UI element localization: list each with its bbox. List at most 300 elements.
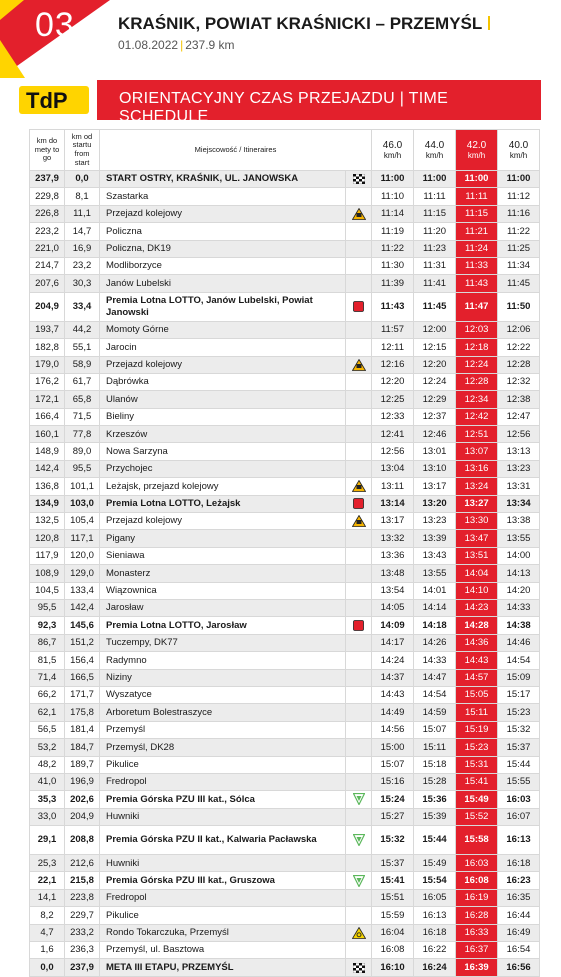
place-cell: Jarocin — [100, 339, 346, 356]
time-cell-speed-4: 14:33 — [498, 599, 540, 616]
time-cell-speed-4: 11:34 — [498, 257, 540, 274]
empty-icon-cell — [346, 669, 372, 686]
table-row — [30, 582, 540, 599]
table-row — [30, 889, 540, 906]
table-row — [30, 391, 540, 408]
table-row — [30, 756, 540, 773]
km-from-start-cell: 166,5 — [65, 669, 100, 686]
time-cell-speed-3: 15:31 — [456, 756, 498, 773]
km-from-start-cell: 133,4 — [65, 582, 100, 599]
time-cell-speed-1: 13:36 — [372, 547, 414, 564]
banner-title: ORIENTACYJNY CZAS PRZEJAZDU | TIME SCHEDULE — [119, 90, 449, 125]
time-cell-speed-2: 15:49 — [414, 855, 456, 872]
table-row — [30, 924, 540, 941]
railway-icon — [346, 513, 372, 530]
time-cell-speed-3: 16:28 — [456, 907, 498, 924]
time-cell-speed-2: 14:26 — [414, 634, 456, 651]
table-row — [30, 872, 540, 889]
time-cell-speed-4: 15:37 — [498, 739, 540, 756]
time-cell-speed-4: 16:54 — [498, 942, 540, 959]
time-cell-speed-3: 14:43 — [456, 652, 498, 669]
time-cell-speed-3: 15:41 — [456, 773, 498, 790]
empty-icon-cell — [346, 652, 372, 669]
km-to-go-cell: 104,5 — [30, 582, 65, 599]
km-to-go-cell: 62,1 — [30, 704, 65, 721]
time-cell-speed-4: 11:00 — [498, 171, 540, 188]
time-cell-speed-3: 16:03 — [456, 855, 498, 872]
sprint-icon — [346, 495, 372, 512]
time-cell-speed-1: 15:07 — [372, 756, 414, 773]
time-cell-speed-1: 13:32 — [372, 530, 414, 547]
table-row — [30, 739, 540, 756]
km-from-start-cell: 233,2 — [65, 924, 100, 941]
table-row — [30, 617, 540, 634]
col-itinerary: Miejscowość / Itineraires — [100, 130, 372, 171]
time-cell-speed-2: 13:17 — [414, 478, 456, 495]
time-cell-speed-1: 13:04 — [372, 460, 414, 477]
km-from-start-cell: 236,3 — [65, 942, 100, 959]
km-from-start-cell: 171,7 — [65, 686, 100, 703]
time-cell-speed-2: 12:00 — [414, 321, 456, 338]
time-cell-speed-1: 15:59 — [372, 907, 414, 924]
place-cell: Niziny — [100, 669, 346, 686]
time-cell-speed-1: 12:16 — [372, 356, 414, 373]
col-speed-1: 46.0 km/h — [372, 130, 414, 171]
km-to-go-cell: 35,3 — [30, 791, 65, 808]
time-cell-speed-4: 14:13 — [498, 565, 540, 582]
time-cell-speed-3: 14:10 — [456, 582, 498, 599]
place-cell: Premia Lotna LOTTO, Jarosław — [100, 617, 346, 634]
time-cell-speed-1: 13:17 — [372, 513, 414, 530]
km-to-go-cell: 148,9 — [30, 443, 65, 460]
time-cell-speed-2: 15:07 — [414, 721, 456, 738]
km-from-start-cell: 105,4 — [65, 513, 100, 530]
col-speed-2: 44.0 km/h — [414, 130, 456, 171]
time-schedule-table — [29, 129, 540, 977]
stage-date: 01.08.2022 — [118, 38, 179, 52]
col-km-to-go: km do mety to go — [30, 130, 65, 171]
time-cell-speed-3: 11:47 — [456, 292, 498, 321]
time-cell-speed-1: 12:41 — [372, 426, 414, 443]
time-cell-speed-2: 15:39 — [414, 808, 456, 825]
empty-icon-cell — [346, 808, 372, 825]
km-from-start-cell: 215,8 — [65, 872, 100, 889]
time-cell-speed-1: 11:00 — [372, 171, 414, 188]
km-to-go-cell: 81,5 — [30, 652, 65, 669]
time-cell-speed-3: 14:57 — [456, 669, 498, 686]
place-cell: Przejazd kolejowy — [100, 356, 346, 373]
time-cell-speed-4: 13:55 — [498, 530, 540, 547]
km-from-start-cell: 229,7 — [65, 907, 100, 924]
time-cell-speed-2: 14:47 — [414, 669, 456, 686]
time-cell-speed-2: 13:23 — [414, 513, 456, 530]
table-row — [30, 791, 540, 808]
empty-icon-cell — [346, 634, 372, 651]
place-cell: Premia Górska PZU III kat., Gruszowa — [100, 872, 346, 889]
time-cell-speed-1: 14:49 — [372, 704, 414, 721]
time-cell-speed-4: 16:49 — [498, 924, 540, 941]
time-cell-speed-2: 16:24 — [414, 959, 456, 976]
time-cell-speed-4: 16:56 — [498, 959, 540, 976]
time-cell-speed-2: 11:31 — [414, 257, 456, 274]
time-cell-speed-3: 16:19 — [456, 889, 498, 906]
empty-icon-cell — [346, 339, 372, 356]
km-from-start-cell: 103,0 — [65, 495, 100, 512]
table-row — [30, 599, 540, 616]
time-cell-speed-2: 14:33 — [414, 652, 456, 669]
table-row — [30, 826, 540, 855]
place-cell: Przemyśl — [100, 721, 346, 738]
time-cell-speed-2: 15:44 — [414, 826, 456, 855]
km-from-start-cell: 30,3 — [65, 275, 100, 292]
time-cell-speed-4: 12:32 — [498, 373, 540, 390]
table-header-row — [30, 130, 540, 171]
railway-icon — [346, 478, 372, 495]
time-cell-speed-3: 16:08 — [456, 872, 498, 889]
route-text: KRAŚNIK, POWIAT KRAŚNICKI – PRZEMYŚL — [118, 14, 483, 33]
km-to-go-cell: 41,0 — [30, 773, 65, 790]
place-cell: Przemyśl, ul. Basztowa — [100, 942, 346, 959]
km-to-go-cell: 108,9 — [30, 565, 65, 582]
table-row — [30, 808, 540, 825]
table-row — [30, 426, 540, 443]
km-to-go-cell: 182,8 — [30, 339, 65, 356]
time-cell-speed-2: 15:28 — [414, 773, 456, 790]
time-cell-speed-4: 12:22 — [498, 339, 540, 356]
km-from-start-cell: 204,9 — [65, 808, 100, 825]
km-to-go-cell: 221,0 — [30, 240, 65, 257]
time-cell-speed-1: 12:25 — [372, 391, 414, 408]
time-cell-speed-1: 13:14 — [372, 495, 414, 512]
km-from-start-cell: 184,7 — [65, 739, 100, 756]
time-cell-speed-2: 14:54 — [414, 686, 456, 703]
place-cell: Przejazd kolejowy — [100, 205, 346, 222]
time-cell-speed-4: 14:20 — [498, 582, 540, 599]
place-cell: Policzna — [100, 223, 346, 240]
place-cell: Huwniki — [100, 808, 346, 825]
time-cell-speed-1: 11:19 — [372, 223, 414, 240]
table-row — [30, 257, 540, 274]
empty-icon-cell — [346, 739, 372, 756]
empty-icon-cell — [346, 547, 372, 564]
time-cell-speed-4: 12:47 — [498, 408, 540, 425]
time-cell-speed-4: 11:22 — [498, 223, 540, 240]
place-cell: Pigany — [100, 530, 346, 547]
col-speed-3: 42.0 km/h — [456, 130, 498, 171]
time-cell-speed-2: 11:11 — [414, 188, 456, 205]
time-cell-speed-2: 12:15 — [414, 339, 456, 356]
time-cell-speed-3: 12:18 — [456, 339, 498, 356]
place-cell: Wyszatyce — [100, 686, 346, 703]
km-from-start-cell: 202,6 — [65, 791, 100, 808]
km-from-start-cell: 181,4 — [65, 721, 100, 738]
km-from-start-cell: 189,7 — [65, 756, 100, 773]
place-cell: Premia Lotna LOTTO, Janów Lubelski, Powiat Janowski — [100, 292, 346, 321]
place-cell: Jarosław — [100, 599, 346, 616]
km-to-go-cell: 134,9 — [30, 495, 65, 512]
km-to-go-cell: 179,0 — [30, 356, 65, 373]
table-row — [30, 408, 540, 425]
time-cell-speed-4: 12:56 — [498, 426, 540, 443]
place-cell: Przemyśl, DK28 — [100, 739, 346, 756]
time-cell-speed-1: 15:37 — [372, 855, 414, 872]
stage-distance: 237.9 km — [185, 38, 235, 52]
time-cell-speed-2: 14:14 — [414, 599, 456, 616]
time-cell-speed-1: 15:41 — [372, 872, 414, 889]
time-cell-speed-3: 12:24 — [456, 356, 498, 373]
empty-icon-cell — [346, 582, 372, 599]
stage-meta — [118, 38, 235, 52]
place-cell: Premia Lotna LOTTO, Leżajsk — [100, 495, 346, 512]
table-row — [30, 171, 540, 188]
table-row — [30, 460, 540, 477]
time-cell-speed-1: 15:27 — [372, 808, 414, 825]
col-km-from-start: km od startu from start — [65, 130, 100, 171]
empty-icon-cell — [346, 704, 372, 721]
place-cell: Przejazd kolejowy — [100, 513, 346, 530]
time-cell-speed-1: 11:43 — [372, 292, 414, 321]
place-cell: Ulanów — [100, 391, 346, 408]
place-cell: Pikulice — [100, 756, 346, 773]
time-cell-speed-3: 14:36 — [456, 634, 498, 651]
km-to-go-cell: 66,2 — [30, 686, 65, 703]
km-to-go-cell: 229,8 — [30, 188, 65, 205]
table-row — [30, 704, 540, 721]
km-to-go-cell: 226,8 — [30, 205, 65, 222]
place-cell: Sieniawa — [100, 547, 346, 564]
time-cell-speed-4: 13:23 — [498, 460, 540, 477]
empty-icon-cell — [346, 391, 372, 408]
banner-title-box — [97, 80, 541, 125]
meta-separator: | — [180, 38, 184, 52]
km-to-go-cell: 25,3 — [30, 855, 65, 872]
time-cell-speed-1: 14:56 — [372, 721, 414, 738]
table-row — [30, 634, 540, 651]
place-cell: START OSTRY, KRAŚNIK, UL. JANOWSKA — [100, 171, 346, 188]
time-cell-speed-3: 15:58 — [456, 826, 498, 855]
time-cell-speed-2: 13:01 — [414, 443, 456, 460]
empty-icon-cell — [346, 426, 372, 443]
place-cell: Rondo Tokarczuka, Przemyśl — [100, 924, 346, 941]
km-from-start-cell: 196,9 — [65, 773, 100, 790]
time-cell-speed-3: 11:43 — [456, 275, 498, 292]
km-from-start-cell: 129,0 — [65, 565, 100, 582]
place-cell: Janów Lubelski — [100, 275, 346, 292]
km-from-start-cell: 8,1 — [65, 188, 100, 205]
time-cell-speed-4: 11:12 — [498, 188, 540, 205]
table-row — [30, 275, 540, 292]
time-cell-speed-4: 16:07 — [498, 808, 540, 825]
place-cell: Leżajsk, przejazd kolejowy — [100, 478, 346, 495]
time-cell-speed-1: 13:54 — [372, 582, 414, 599]
time-cell-speed-4: 16:23 — [498, 872, 540, 889]
table-row — [30, 188, 540, 205]
empty-icon-cell — [346, 565, 372, 582]
empty-icon-cell — [346, 223, 372, 240]
km-to-go-cell: 193,7 — [30, 321, 65, 338]
place-cell: Przychojec — [100, 460, 346, 477]
table-row — [30, 495, 540, 512]
time-cell-speed-2: 14:18 — [414, 617, 456, 634]
mountain-icon — [346, 826, 372, 855]
place-cell: Monasterz — [100, 565, 346, 582]
time-cell-speed-1: 11:57 — [372, 321, 414, 338]
time-cell-speed-4: 12:28 — [498, 356, 540, 373]
place-cell: Modliborzyce — [100, 257, 346, 274]
place-cell: Wiązownica — [100, 582, 346, 599]
km-to-go-cell: 142,4 — [30, 460, 65, 477]
time-cell-speed-3: 15:52 — [456, 808, 498, 825]
place-cell: Radymno — [100, 652, 346, 669]
empty-icon-cell — [346, 530, 372, 547]
place-cell: Krzeszów — [100, 426, 346, 443]
table-row — [30, 443, 540, 460]
km-to-go-cell: 0,0 — [30, 959, 65, 976]
time-cell-speed-3: 12:51 — [456, 426, 498, 443]
table-row — [30, 669, 540, 686]
empty-icon-cell — [346, 889, 372, 906]
time-cell-speed-3: 12:34 — [456, 391, 498, 408]
time-cell-speed-2: 11:45 — [414, 292, 456, 321]
km-to-go-cell: 8,2 — [30, 907, 65, 924]
time-cell-speed-4: 16:13 — [498, 826, 540, 855]
time-cell-speed-3: 13:51 — [456, 547, 498, 564]
time-cell-speed-3: 15:05 — [456, 686, 498, 703]
place-cell: Fredropol — [100, 773, 346, 790]
time-cell-speed-4: 13:31 — [498, 478, 540, 495]
km-from-start-cell: 175,8 — [65, 704, 100, 721]
time-cell-speed-3: 13:47 — [456, 530, 498, 547]
km-from-start-cell: 101,1 — [65, 478, 100, 495]
route-title — [118, 14, 490, 34]
place-cell: Pikulice — [100, 907, 346, 924]
time-cell-speed-3: 14:23 — [456, 599, 498, 616]
km-from-start-cell: 237,9 — [65, 959, 100, 976]
km-to-go-cell: 33,0 — [30, 808, 65, 825]
time-cell-speed-4: 15:32 — [498, 721, 540, 738]
railway-icon — [346, 356, 372, 373]
time-cell-speed-3: 12:42 — [456, 408, 498, 425]
time-cell-speed-1: 14:24 — [372, 652, 414, 669]
table-row — [30, 565, 540, 582]
empty-icon-cell — [346, 942, 372, 959]
time-cell-speed-2: 13:20 — [414, 495, 456, 512]
time-cell-speed-2: 16:18 — [414, 924, 456, 941]
place-cell: Bieliny — [100, 408, 346, 425]
time-cell-speed-4: 16:35 — [498, 889, 540, 906]
time-cell-speed-1: 15:32 — [372, 826, 414, 855]
time-cell-speed-3: 11:24 — [456, 240, 498, 257]
table-row — [30, 356, 540, 373]
sprint-icon — [346, 292, 372, 321]
time-cell-speed-3: 11:21 — [456, 223, 498, 240]
schedule-banner — [19, 80, 541, 125]
time-cell-speed-1: 11:14 — [372, 205, 414, 222]
sprint-icon — [346, 617, 372, 634]
km-to-go-cell: 176,2 — [30, 373, 65, 390]
table-row — [30, 373, 540, 390]
table-row — [30, 240, 540, 257]
time-cell-speed-1: 11:30 — [372, 257, 414, 274]
time-cell-speed-4: 15:09 — [498, 669, 540, 686]
km-to-go-cell: 48,2 — [30, 756, 65, 773]
time-cell-speed-4: 14:00 — [498, 547, 540, 564]
time-cell-speed-2: 11:00 — [414, 171, 456, 188]
time-cell-speed-3: 16:37 — [456, 942, 498, 959]
logo-text: TdP — [26, 88, 68, 113]
km-to-go-cell: 160,1 — [30, 426, 65, 443]
time-cell-speed-2: 15:18 — [414, 756, 456, 773]
time-cell-speed-4: 12:38 — [498, 391, 540, 408]
time-cell-speed-2: 13:10 — [414, 460, 456, 477]
time-cell-speed-1: 12:56 — [372, 443, 414, 460]
time-cell-speed-2: 11:15 — [414, 205, 456, 222]
time-cell-speed-1: 11:39 — [372, 275, 414, 292]
empty-icon-cell — [346, 257, 372, 274]
time-cell-speed-3: 11:33 — [456, 257, 498, 274]
km-from-start-cell: 142,4 — [65, 599, 100, 616]
table-row — [30, 773, 540, 790]
km-from-start-cell: 55,1 — [65, 339, 100, 356]
empty-icon-cell — [346, 599, 372, 616]
table-row — [30, 513, 540, 530]
empty-icon-cell — [346, 721, 372, 738]
time-cell-speed-4: 16:44 — [498, 907, 540, 924]
stage-number: 03 — [35, 6, 75, 44]
km-from-start-cell: 223,8 — [65, 889, 100, 906]
time-cell-speed-2: 14:01 — [414, 582, 456, 599]
empty-icon-cell — [346, 756, 372, 773]
time-cell-speed-3: 13:27 — [456, 495, 498, 512]
time-cell-speed-4: 15:44 — [498, 756, 540, 773]
km-to-go-cell: 132,5 — [30, 513, 65, 530]
empty-icon-cell — [346, 188, 372, 205]
km-from-start-cell: 23,2 — [65, 257, 100, 274]
km-to-go-cell: 95,5 — [30, 599, 65, 616]
km-from-start-cell: 65,8 — [65, 391, 100, 408]
time-cell-speed-3: 11:00 — [456, 171, 498, 188]
time-cell-speed-4: 12:06 — [498, 321, 540, 338]
time-cell-speed-4: 15:55 — [498, 773, 540, 790]
time-cell-speed-1: 14:05 — [372, 599, 414, 616]
mountain-icon — [346, 791, 372, 808]
km-to-go-cell: 172,1 — [30, 391, 65, 408]
km-to-go-cell: 92,3 — [30, 617, 65, 634]
km-from-start-cell: 71,5 — [65, 408, 100, 425]
time-cell-speed-4: 14:46 — [498, 634, 540, 651]
km-from-start-cell: 33,4 — [65, 292, 100, 321]
time-cell-speed-1: 16:10 — [372, 959, 414, 976]
table-row — [30, 652, 540, 669]
km-from-start-cell: 151,2 — [65, 634, 100, 651]
place-cell: Fredropol — [100, 889, 346, 906]
tdp-logo — [19, 86, 89, 114]
place-cell: Momoty Górne — [100, 321, 346, 338]
km-to-go-cell: 214,7 — [30, 257, 65, 274]
time-cell-speed-1: 14:09 — [372, 617, 414, 634]
time-cell-speed-3: 15:23 — [456, 739, 498, 756]
km-to-go-cell: 22,1 — [30, 872, 65, 889]
time-cell-speed-1: 16:08 — [372, 942, 414, 959]
time-cell-speed-2: 12:37 — [414, 408, 456, 425]
km-from-start-cell: 208,8 — [65, 826, 100, 855]
km-from-start-cell: 44,2 — [65, 321, 100, 338]
time-cell-speed-3: 15:11 — [456, 704, 498, 721]
km-to-go-cell: 1,6 — [30, 942, 65, 959]
time-cell-speed-2: 15:11 — [414, 739, 456, 756]
place-cell: Premia Górska PZU III kat., Sólca — [100, 791, 346, 808]
time-cell-speed-4: 11:50 — [498, 292, 540, 321]
